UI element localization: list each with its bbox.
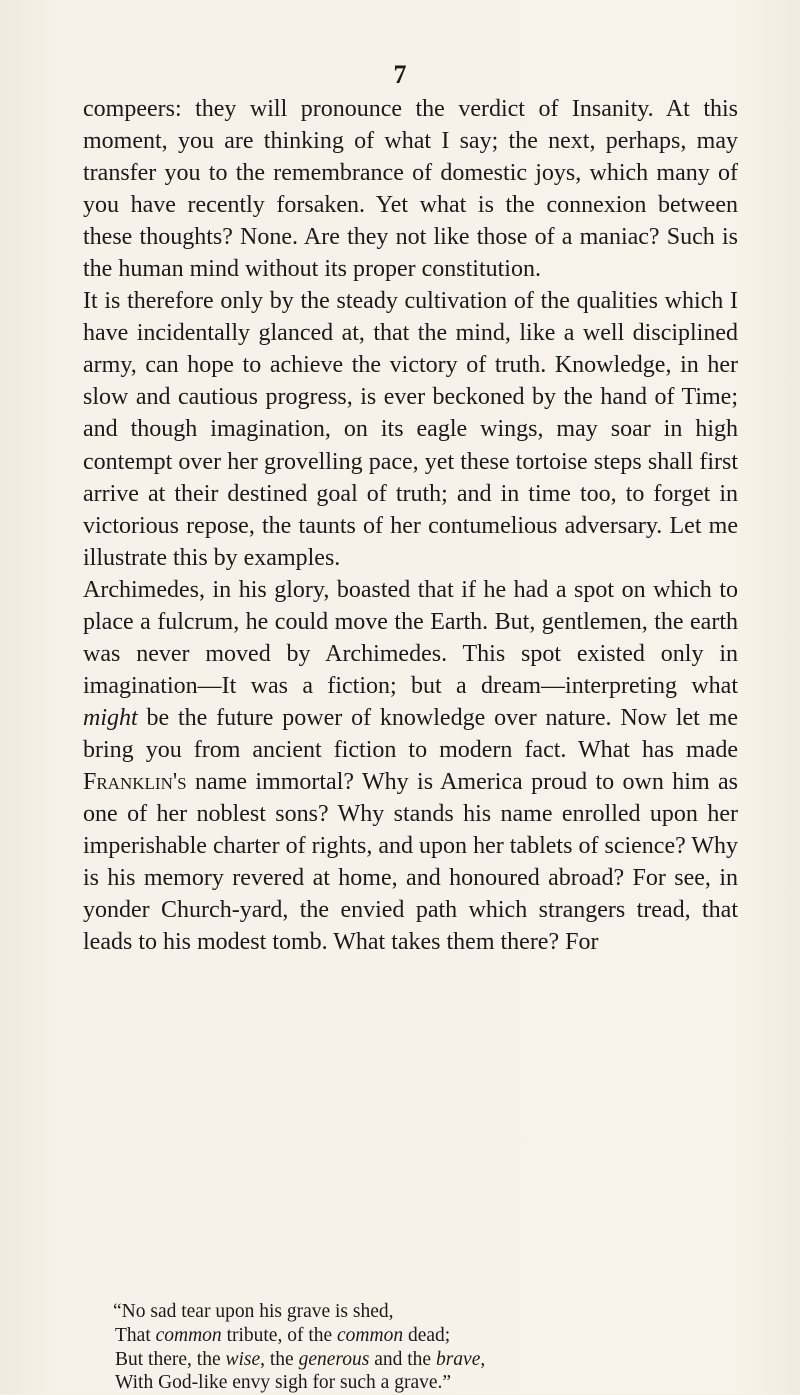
emphasis-common-2: common [337,1324,404,1346]
poem-line-4: With God-like envy sigh for such a grave.” [115,1372,452,1394]
poem-line-1: “No sad tear upon his grave is shed, [113,1301,394,1322]
emphasis-generous: generous [298,1348,370,1370]
poem-line-3 [113,1348,733,1372]
emphasis-common-1: common [155,1324,222,1346]
paragraph-3 [83,574,738,959]
paragraph-2: It is therefore only by the steady cultivation of the qualities which I have incidentally glanced at, that the mind, like a well disciplined army, can hope to achieve the victory of truth. Knowledge, in her slow and cautious progress, is ever beckoned by the hand of Time; and though imagination, on its eagle wings, may soar in high contempt over her grovelling pace, yet these tortoise steps shall first arrive at their destined goal of truth; and in time too, to forget in victorious repose, the taunts of her contumelious adversary. Let me illustrate this by examples. [83,288,738,571]
body-text [83,93,738,958]
paragraph-3-part-c: name immortal? Why is America proud to own him as one of her noblest sons? Why stands his name enrolled upon her imperishable charter of rights, and upon her tablets of science? Why is his memory revered at home, and honoured abroad? For see, in yonder Church-yard, the envied path which strangers tread, that leads to his modest tomb. What takes them there? For [83,768,738,956]
poem-line-2-text-c: dead; [403,1324,451,1346]
emphasis-brave: brave [435,1348,481,1370]
poem-quotation [113,1300,733,1395]
poem-line-3-text-d: , [480,1348,486,1370]
paragraph-3-part-b: be the future power of knowledge over nature. Now let me bring you from ancient fiction to modern fact. What has made [83,704,738,763]
emphasis-might: might [83,704,138,731]
page-number: 7 [393,60,407,89]
poem-line-3-text-b: , the [260,1348,299,1370]
name-franklin: Franklin's [83,768,187,795]
poem-line-2 [113,1324,733,1348]
paragraph-3-part-a: Archimedes, in his glory, boasted that if he had a spot on which to place a fulcrum, he could move the Earth. But, gentlemen, the earth was never moved by Archimedes. This spot existed only in imagination—It was a fiction; but a dream—interpreting what [83,576,738,699]
poem-line-3-text-a: But there, the [115,1348,226,1370]
emphasis-wise: wise [225,1348,261,1370]
poem-line-3-text-c: and the [369,1348,436,1370]
poem-line-2-text-a: That [115,1324,156,1346]
paragraph-1: compeers: they will pronounce the verdict of Insanity. At this moment, you are thinking of what I say; the next, perhaps, may transfer you to the remembrance of domestic joys, which many of you have recently forsaken. Yet what is the connexion between these thoughts? None. Are they not like those of a maniac? Such is the human mind without its proper constitution. [83,96,738,283]
poem-line-2-text-b: tribute, of the [221,1324,338,1346]
